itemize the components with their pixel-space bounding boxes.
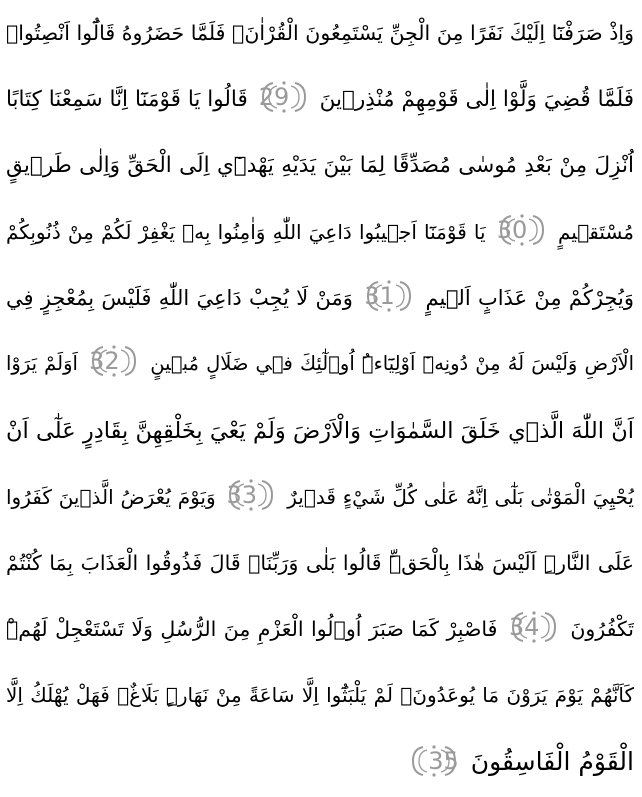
verse-text: الْقَوْمُ الْفَاسِقُونَ [470,747,634,776]
verse-text: قَالُوا يَا قَوْمَنَٓا اِنَّا سَمِعْنَا كِتَابًا [6,87,248,112]
verse-text: وَمَنْ لَا يُجِبْ دَاعِيَ اللّٰهِ فَلَيْسَ بِمُعْجِزٍ فِي [6,286,353,310]
verse-text: يُحْيِيَ الْمَوْتٰى بَلٰٓى اِنَّهُ عَلٰى كُلِّ شَيْءٍ قَد۪يرٌ [287,485,634,509]
ayah-end-marker [89,344,139,378]
ayah-end-marker [497,213,547,247]
verse-text: وَيُجِرْكُمْ مِنْ عَذَابٍ اَل۪يمٍ [425,286,634,310]
text-line [6,135,634,197]
ayah-end-marker [409,744,459,778]
ayah-number: 32 [89,347,120,375]
verse-text: مُسْتَق۪يمٍ [557,220,634,244]
verse-text: اُنْزِلَ مِنْ بَعْدِ مُوسٰى مُصَدِّقًا لِمَا بَيْنَ يَدَيْهِ يَهْد۪ٓي اِلَى الْحَقِّ وَاِلٰى طَر۪يقٍ [6,153,634,178]
text-line [6,664,634,726]
verse-text: كَاَنَّهُمْ يَوْمَ يَرَوْنَ مَا يُوعَدُونَۙ لَمْ يَلْبَثُٓوا اِلَّا سَاعَةً مِنْ نَهَارٍۜ بَلَاغٌۚ فَهَلْ يُهْلَكُ اِلَّا [6,683,634,707]
text-line [6,69,634,131]
ayah-number: 34 [508,613,540,641]
text-line [6,532,634,594]
ayah-end-marker [226,478,276,512]
text-line [6,267,634,329]
verse-text: عَلَى النَّارِۜ اَلَيْسَ هٰذَا بِالْحَقِّۜ قَالُوا بَلٰى وَرَبِّنَاۜ قَالَ فَذُوقُوا الْعَذَابَ بِمَا كُنْتُمْ [6,551,634,575]
verse-text: فَلَمَّا قُضِيَ وَلَّوْا اِلٰى قَوْمِهِمْ مُنْذِر۪ينَ [319,87,634,112]
text-line [6,333,634,395]
verse-text: يَا قَوْمَنَٓا اَج۪يبُوا دَاعِيَ اللّٰهِ وَاٰمِنُوا بِه۪ يَغْفِرْ لَكُمْ مِنْ ذُنُوبِكُمْ [6,220,486,244]
text-line [6,400,634,462]
verse-text: الْاَرْضِ وَلَيْسَ لَهُ مِنْ دُونِه۪ٓ اَوْلِيَٓاءُۜ اُو۬لٰٓئِكَ ف۪ي ضَلَالٍ مُب۪ينٍ [150,352,634,375]
text-line [6,466,634,528]
ayah-number: 33 [226,481,257,509]
verse-text: فَاصْبِرْ كَمَا صَبَرَ اُو۬لُوا الْعَزْمِ مِنَ الرُّسُلِ وَلَا تَسْتَعْجِلْ لَهُمْۜ [6,617,498,641]
ayah-end-marker [259,80,309,114]
ayah-end-marker [509,610,559,644]
ayah-number: 35 [428,747,459,775]
text-line [6,201,634,263]
ayah-number: 29 [258,83,290,111]
verse-text: اَنَّ اللّٰهَ الَّذ۪ي خَلَقَ السَّمٰوَاتِ وَالْاَرْضَ وَلَمْ يَعْيَ بِخَلْقِهِنَّ بِقَادِرٍ عَلٰٓى اَنْ [6,418,634,444]
verse-text: اَوَلَمْ يَرَوْا [6,352,78,375]
verse-text: تَكْفُرُونَ [570,617,634,641]
ayah-number: 31 [364,282,395,310]
text-line [6,598,634,660]
ayah-number: 30 [496,216,528,244]
text-line [6,2,634,64]
ayah-end-marker [364,279,414,313]
text-line [6,731,634,793]
verse-text: وَيَوْمَ يُعْرَضُ الَّذ۪ينَ كَفَرُوا [6,485,216,509]
verse-text: وَاِذْ صَرَفْنَٓا اِلَيْكَ نَفَرًا مِنَ الْجِنِّ يَسْتَمِعُونَ الْقُرْاٰنَۚ فَلَمَّا حَضَرُوهُ قَالُٓوا اَنْصِتُواۚ [6,21,634,45]
